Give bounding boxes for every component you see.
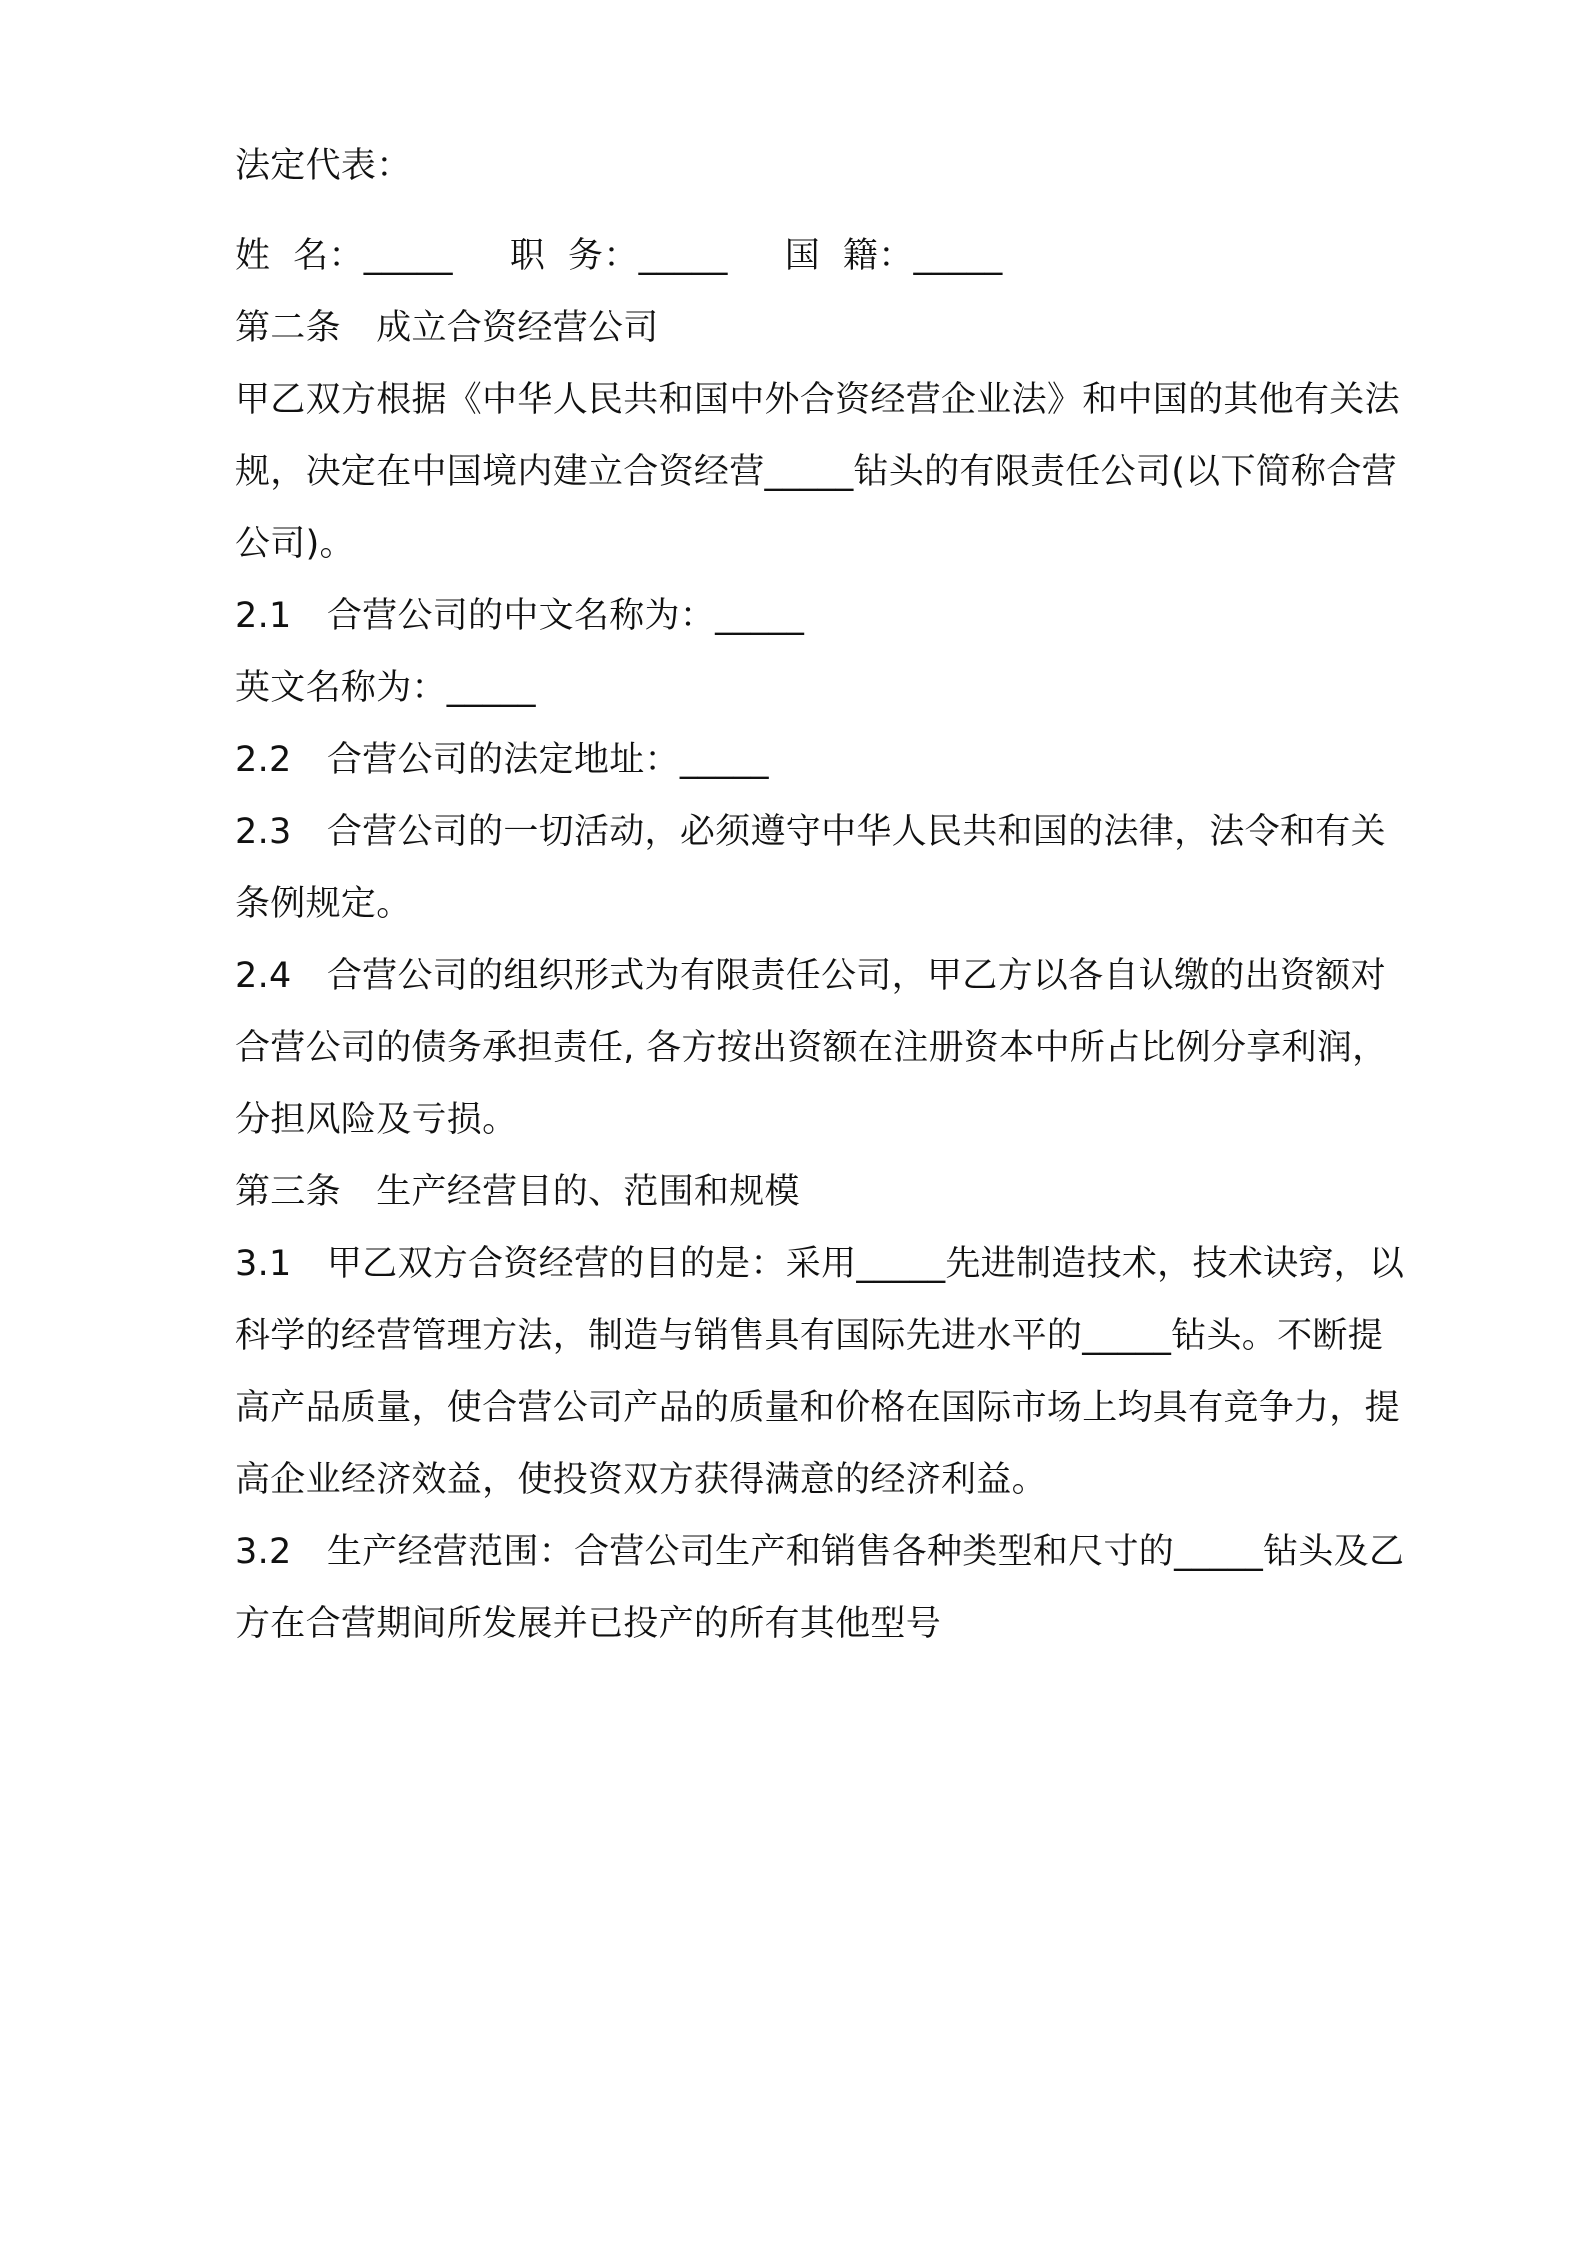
paragraph-clause-2-4: 2.4 合营公司的组织形式为有限责任公司，甲乙方以各自认缴的出资额对合营公司的债务承担责任, 各方按出资额在注册资本中所占比例分享利润，分担风险及亏损。 — [235, 956, 1388, 1140]
paragraph-spacer — [235, 202, 1411, 220]
paragraph-clause-2-2: 2.2 合营公司的法定地址：_____ — [235, 740, 769, 780]
paragraph-article-3-heading: 第三条 生产经营目的、范围和规模 — [235, 1172, 800, 1212]
paragraph-clause-2-1-en: 英文名称为：_____ — [235, 668, 536, 708]
paragraph-rep-fields: 姓 名：_____ 职 务：_____ 国 籍：_____ — [235, 236, 1003, 276]
paragraph-clause-3-1: 3.1 甲乙双方合资经营的目的是：采用_____先进制造技术，技术诀窍，以科学的经营管理方法，制造与销售具有国际先进水平的_____钻头。不断提高产品质量，使合营公司产品的质量和价格在国际市场上均具有竞争力，提高企业经济效益，使投资双方获得满意的经济利益。 — [235, 1244, 1405, 1500]
paragraph-clause-2-3: 2.3 合营公司的一切活动，必须遵守中华人民共和国的法律，法令和有关条例规定。 — [235, 812, 1386, 924]
paragraph-legal-rep-heading: 法定代表： — [235, 146, 412, 186]
paragraph-clause-2-1: 2.1 合营公司的中文名称为：_____ — [235, 596, 805, 636]
paragraph-article-2-body: 甲乙双方根据《中华人民共和国中外合资经营企业法》和中国的其他有关法规，决定在中国境内建立合资经营_____钻头的有限责任公司(以下简称合营公司)。 — [235, 380, 1400, 564]
document-body — [235, 130, 1411, 1660]
paragraph-article-2-heading: 第二条 成立合资经营公司 — [235, 308, 659, 348]
paragraph-clause-3-2: 3.2 生产经营范围：合营公司生产和销售各种类型和尺寸的_____钻头及乙方在合营期间所发展并已投产的所有其他型号 — [235, 1532, 1405, 1644]
